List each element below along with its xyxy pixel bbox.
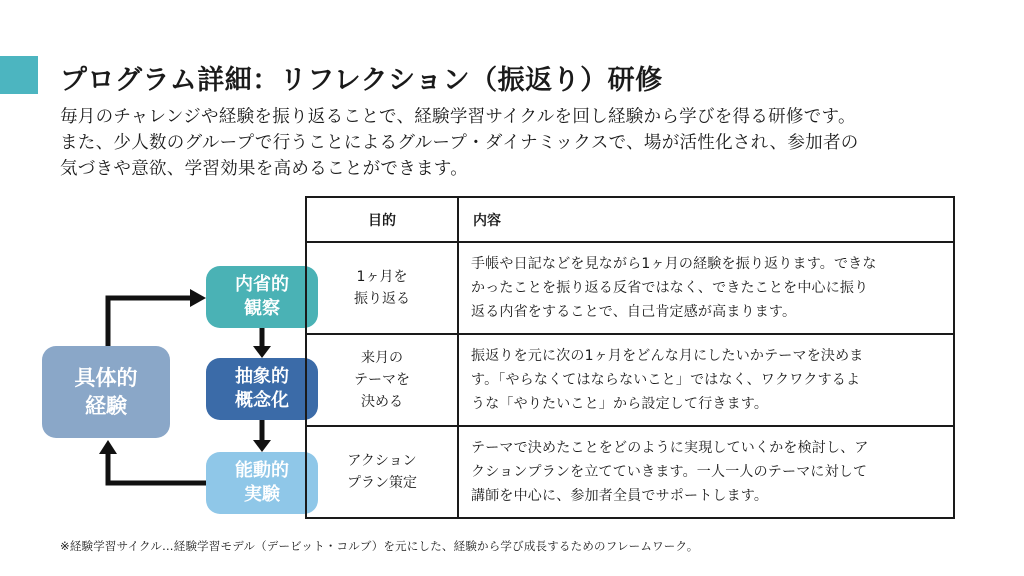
arrowhead-right bbox=[190, 289, 206, 307]
arrow-to-concrete bbox=[108, 452, 206, 483]
node-active-experimentation: 能動的 実験 bbox=[206, 452, 318, 514]
content-line: うな「やりたいこと」から設定して行きます。 bbox=[471, 396, 769, 412]
arrowhead-up bbox=[99, 440, 117, 454]
header-purpose: 目的 bbox=[306, 197, 458, 242]
content-cell bbox=[458, 242, 954, 334]
arrowhead-down bbox=[253, 440, 271, 452]
footnote: ※経験学習サイクル…経験学習モデル（デービット・コルブ）を元にした、経験から学び成長するためのフレームワーク。 bbox=[60, 539, 699, 553]
learning-cycle-diagram bbox=[40, 262, 330, 528]
content-line: 講師を中心に、参加者全員でサポートします。 bbox=[471, 488, 769, 504]
content-line: 振返りを元に次の1ヶ月をどんな月にしたいかテーマを決めま bbox=[471, 348, 864, 364]
content-line: 手帳や日記などを見ながら1ヶ月の経験を振り返ります。できな bbox=[471, 256, 877, 272]
node-concrete-experience: 具体的 経験 bbox=[42, 346, 170, 438]
intro-line: 毎月のチャレンジや経験を振り返ることで、経験学習サイクルを回し経験から学びを得る研修です。 bbox=[60, 107, 856, 127]
arrow-to-reflective bbox=[108, 298, 192, 346]
node-abstract-conceptualization: 抽象的 概念化 bbox=[206, 358, 318, 420]
content-cell bbox=[458, 334, 954, 426]
table-row bbox=[306, 242, 954, 334]
intro-paragraph bbox=[60, 104, 1000, 182]
arrowhead-down bbox=[253, 346, 271, 358]
purpose-cell: 来月の テーマを 決める bbox=[306, 334, 458, 426]
table-header-row bbox=[306, 197, 954, 242]
content-cell bbox=[458, 426, 954, 518]
table-row bbox=[306, 426, 954, 518]
intro-line: また、少人数のグループで行うことによるグループ・ダイナミックスで、場が活性化され、参加者の bbox=[60, 133, 859, 153]
content-line: 返る内省をすることで、自己肯定感が高まります。 bbox=[471, 304, 797, 320]
purpose-cell: 1ヶ月を 振り返る bbox=[306, 242, 458, 334]
content-line: クションプランを立てていきます。一人一人のテーマに対して bbox=[471, 464, 868, 480]
node-reflective-observation: 内省的 観察 bbox=[206, 266, 318, 328]
content-line: テーマで決めたことをどのように実現していくかを検討し、ア bbox=[471, 440, 869, 456]
table-row bbox=[306, 334, 954, 426]
intro-line: 気づきや意欲、学習効果を高めることができます。 bbox=[60, 159, 468, 179]
page-title: プログラム詳細：リフレクション（振返り）研修 bbox=[60, 65, 663, 96]
program-table bbox=[305, 196, 955, 519]
content-line: す。「やらなくてはならないこと」ではなく、ワクワクするよ bbox=[471, 372, 861, 388]
content-line: かったことを振り返る反省ではなく、できたことを中心に振り bbox=[471, 280, 869, 296]
header-content: 内容 bbox=[458, 197, 954, 242]
accent-bar bbox=[0, 56, 38, 94]
purpose-cell: アクション プラン策定 bbox=[306, 426, 458, 518]
